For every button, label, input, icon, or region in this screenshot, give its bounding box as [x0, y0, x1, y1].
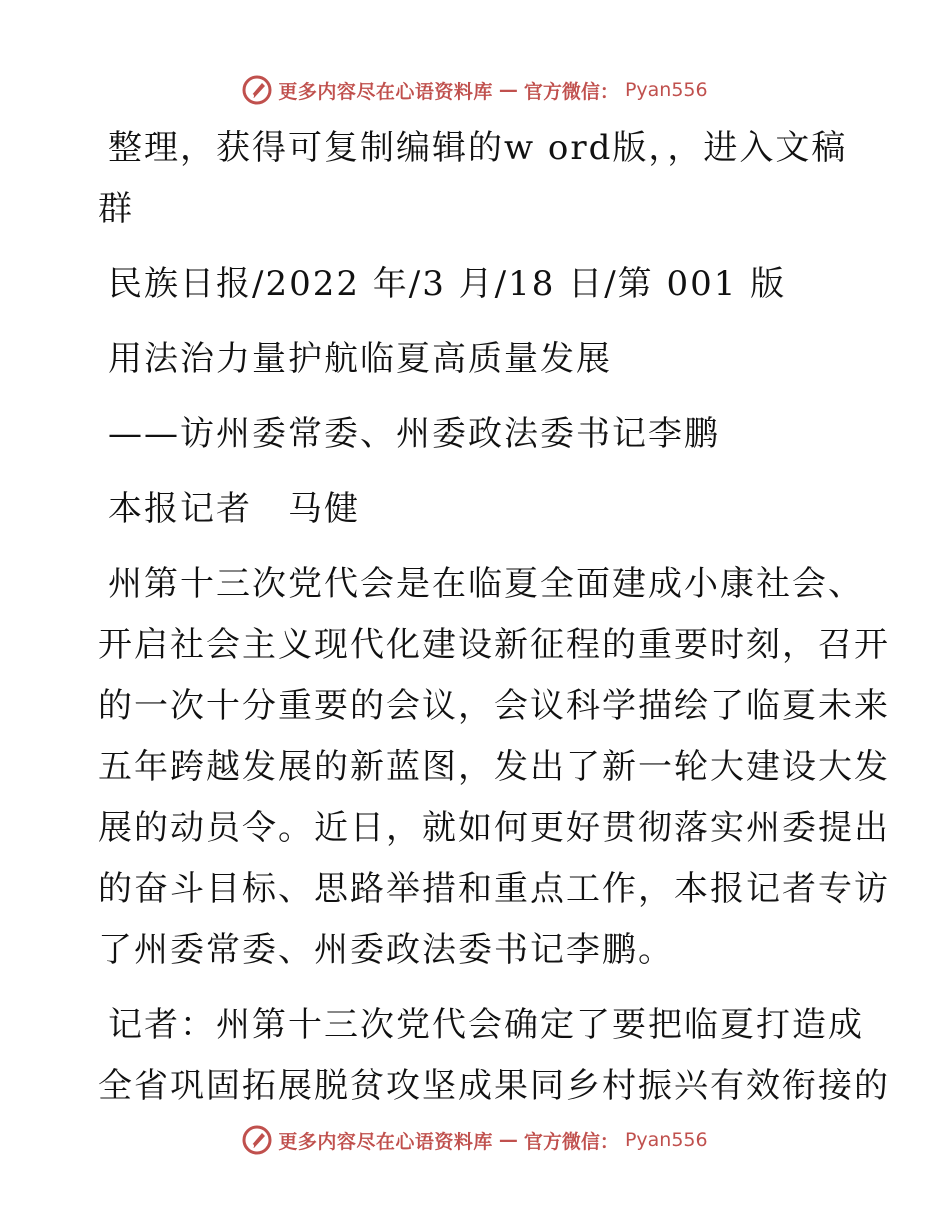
source-line: 民族日报/2022 年/3 月/18 日/第 001 版 — [108, 264, 787, 304]
paragraph-1-line-5: 展的动员令。近日，就如何更好贯彻落实州委提出 — [98, 808, 890, 848]
intro-line-2: 群 — [98, 189, 134, 229]
paragraph-2-line-2: 全省巩固拓展脱贫攻坚成果同乡村振兴有效衔接的 — [98, 1066, 890, 1106]
header-banner-subtext: 官方微信： — [523, 80, 619, 103]
brand-logo-icon — [242, 75, 272, 105]
paragraph-1-line-6: 的奋斗目标、思路举措和重点工作，本报记者专访 — [98, 869, 890, 909]
paragraph-1-line-3: 的一次十分重要的会议，会议科学描绘了临夏未来 — [98, 686, 890, 726]
footer-banner-text: 更多内容尽在心语资料库 — [278, 1130, 493, 1153]
footer-wechat-id: Pyan556 — [624, 1129, 708, 1151]
footer-banner-subtext: 官方微信： — [523, 1130, 619, 1153]
header-wechat-id: Pyan556 — [624, 79, 708, 101]
brand-logo-icon — [242, 1125, 272, 1155]
header-banner — [0, 70, 950, 110]
paragraph-1-line-4: 五年跨越发展的新蓝图，发出了新一轮大建设大发 — [98, 747, 890, 787]
article-byline: 本报记者 马健 — [108, 489, 360, 529]
intro-line-1: 整理，获得可复制编辑的w ord版，，进入文稿 — [108, 128, 848, 168]
paragraph-1-line-1: 州第十三次党代会是在临夏全面建成小康社会、 — [108, 564, 864, 604]
footer-banner-separator: — — [498, 1129, 518, 1151]
header-banner-separator: — — [498, 79, 518, 101]
footer-banner — [0, 1120, 950, 1160]
header-banner-text: 更多内容尽在心语资料库 — [278, 80, 493, 103]
article-subheadline: ——访州委常委、州委政法委书记李鹏 — [108, 414, 720, 454]
paragraph-1-line-2: 开启社会主义现代化建设新征程的重要时刻，召开 — [98, 625, 890, 665]
article-headline: 用法治力量护航临夏高质量发展 — [108, 339, 612, 379]
article-content — [98, 118, 890, 1117]
paragraph-2-line-1: 记者：州第十三次党代会确定了要把临夏打造成 — [108, 1005, 864, 1045]
paragraph-1-line-7: 了州委常委、州委政法委书记李鹏。 — [98, 930, 674, 970]
